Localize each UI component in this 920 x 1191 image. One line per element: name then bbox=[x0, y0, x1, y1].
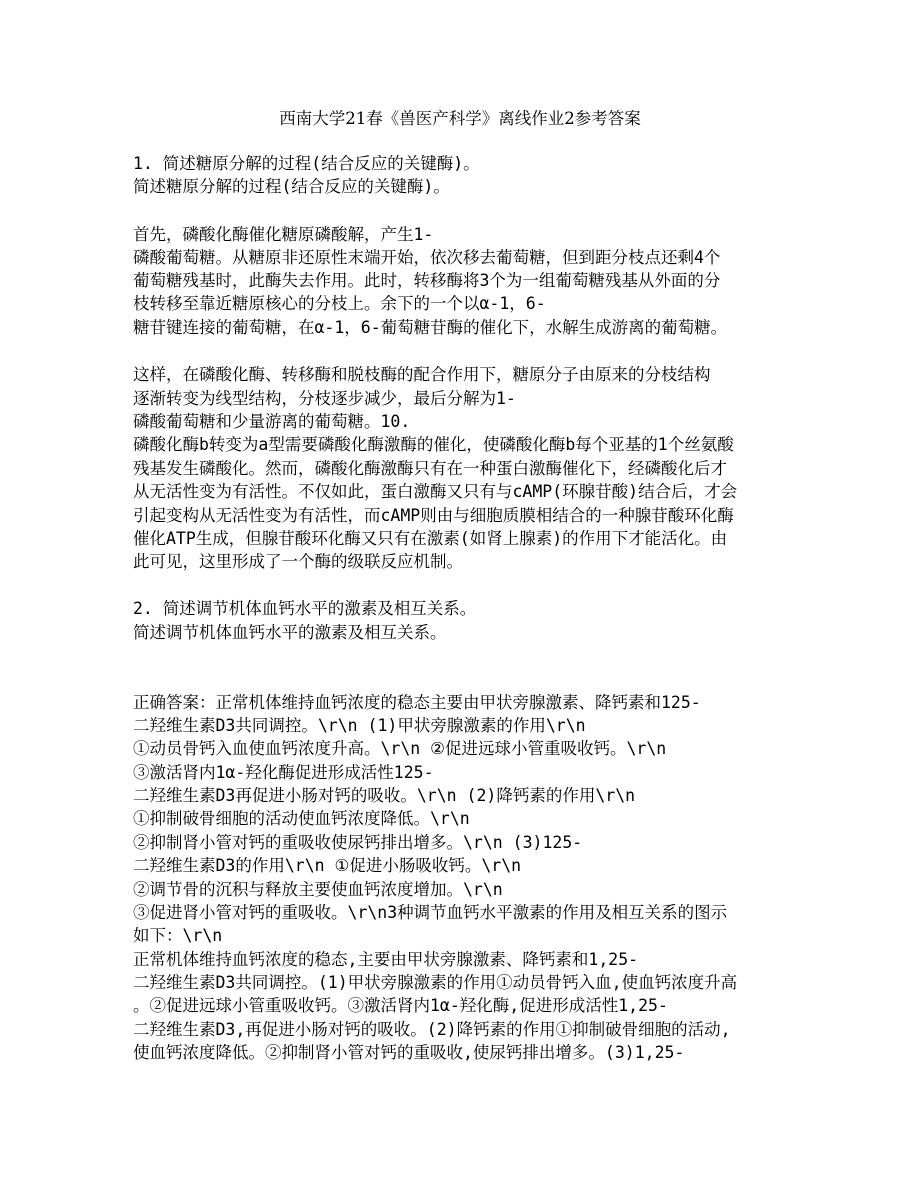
answer-2-line: ①动员骨钙入血使血钙浓度升高。\r\n ②促进远球小管重吸收钙。\r\n bbox=[133, 739, 667, 758]
question-1-restated: 简述糖原分解的过程(结合反应的关键酶)。 bbox=[133, 177, 450, 196]
answer-1-line: 磷酸葡萄糖和少量游离的葡萄糖。10. bbox=[133, 412, 411, 431]
answer-2-line: ③促进肾小管对钙的重吸收。\r\n3种调节血钙水平激素的作用及相互关系的图示 bbox=[133, 903, 728, 922]
answer-1-line: 糖苷键连接的葡萄糖，在α-1，6-葡萄糖苷酶的催化下，水解生成游离的葡萄糖。 bbox=[133, 318, 728, 337]
question-1-heading: 1. 简述糖原分解的过程(结合反应的关键酶)。 bbox=[133, 154, 480, 173]
document-title: 西南大学21春《兽医产科学》离线作业2参考答案 bbox=[279, 109, 641, 128]
answer-1-line: 葡萄糖残基时，此酶失去作用。此时，转移酶将3个为一组葡萄糖残基从外面的分 bbox=[133, 271, 721, 290]
answer-2-line: 如下：\r\n bbox=[133, 926, 223, 945]
answer-2-line: 二羟维生素D3共同调控。\r\n (1)甲状旁腺激素的作用\r\n bbox=[133, 716, 586, 735]
answer-2-line: 二羟维生素D3再促进小肠对钙的吸收。\r\n (2)降钙素的作用\r\n bbox=[133, 786, 636, 805]
answer-2-line: 正确答案：正常机体维持血钙浓度的稳态主要由甲状旁腺激素、降钙素和125- bbox=[133, 693, 701, 712]
answer-2-line: ②调节骨的沉积与释放主要使血钙浓度增加。\r\n bbox=[133, 880, 503, 899]
answer-2-line: 。②促进远球小管重吸收钙。③激活肾内1α-羟化酶,促进形成活性1,25- bbox=[133, 996, 668, 1015]
answer-2-line: ②抑制肾小管对钙的重吸收使尿钙排出增多。\r\n (3)125- bbox=[133, 833, 583, 852]
answer-2-line: 二羟维生素D3的作用\r\n ①促进小肠吸收钙。\r\n bbox=[133, 856, 522, 875]
answer-1-line: 从无活性变为有活性。不仅如此，蛋白激酶又只有与cAMP(环腺苷酸)结合后，才会 bbox=[133, 482, 738, 501]
answer-1-line: 残基发生磷酸化。然而，磷酸化酶激酶只有在一种蛋白激酶催化下，经磷酸化后才 bbox=[133, 459, 727, 478]
answer-1-line: 这样，在磷酸化酶、转移酶和脱枝酶的配合作用下，糖原分子由原来的分枝结构 bbox=[133, 365, 711, 384]
answer-1-line: 磷酸化酶b转变为a型需要磷酸化酶激酶的催化，使磷酸化酶b每个亚基的1个丝氨酸 bbox=[133, 435, 734, 454]
answer-2-line: 正常机体维持血钙浓度的稳态,主要由甲状旁腺激素、降钙素和1,25- bbox=[133, 950, 639, 969]
answer-2-line: ①抑制破骨细胞的活动使血钙浓度降低。\r\n bbox=[133, 809, 470, 828]
answer-2-line: 使血钙浓度降低。②抑制肾小管对钙的重吸收,使尿钙排出增多。(3)1,25- bbox=[133, 1043, 685, 1062]
answer-1-line: 此可见，这里形成了一个酶的级联反应机制。 bbox=[133, 552, 463, 571]
question-2-heading: 2. 简述调节机体血钙水平的激素及相互关系。 bbox=[133, 599, 477, 618]
answer-1-line: 磷酸葡萄糖。从糖原非还原性末端开始，依次移去葡萄糖，但到距分枝点还剩4个 bbox=[133, 248, 721, 267]
answer-2-line: 二羟维生素D3,再促进小肠对钙的吸收。(2)降钙素的作用①抑制破骨细胞的活动, bbox=[133, 1020, 731, 1039]
question-2-restated: 简述调节机体血钙水平的激素及相互关系。 bbox=[133, 623, 447, 642]
answer-1-line: 首先，磷酸化酶催化糖原磷酸解，产生1- bbox=[133, 225, 434, 244]
answer-2-line: ③激活肾内1α-羟化酶促进形成活性125- bbox=[133, 763, 434, 782]
answer-1-line: 枝转移至靠近糖原核心的分枝上。余下的一个以α-1，6- bbox=[133, 294, 546, 313]
answer-1-line: 逐渐转变为线型结构，分枝逐步减少，最后分解为1- bbox=[133, 389, 516, 408]
answer-2-line: 二羟维生素D3共同调控。(1)甲状旁腺激素的作用①动员骨钙入血,使血钙浓度升高 bbox=[133, 973, 738, 992]
answer-1-line: 催化ATP生成，但腺苷酸环化酶又只有在激素(如肾上腺素)的作用下才能活化。由 bbox=[133, 529, 728, 548]
answer-1-line: 引起变构从无活性变为有活性，而cAMP则由与细胞质膜相结合的一种腺苷酸环化酶 bbox=[133, 506, 734, 525]
